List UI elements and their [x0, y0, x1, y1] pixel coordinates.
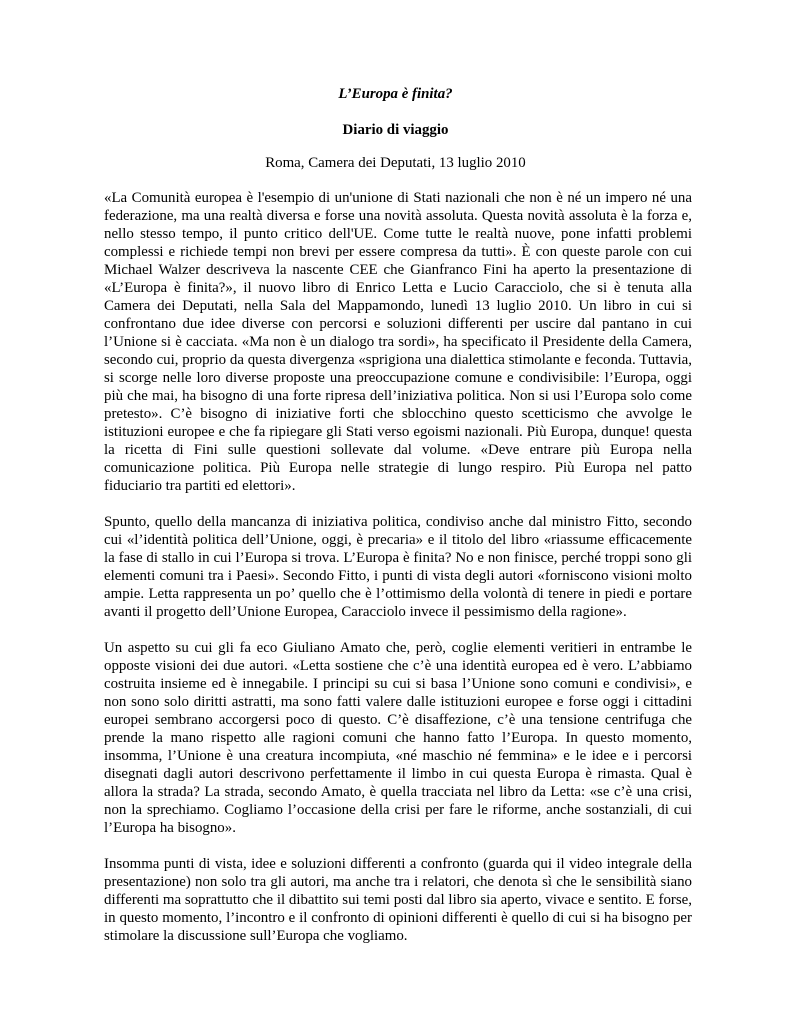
- document-dateline: Roma, Camera dei Deputati, 13 luglio 2010: [265, 155, 526, 171]
- paragraph-3: Un aspetto su cui gli fa eco Giuliano Amato che, però, coglie elementi veritieri in entrambe le opposte visioni dei due autori. «Letta sostiene che c’è una identità europea ed è vero. L’abbiamo costruita insieme ed è innegabile. I principi su cui si basa l’Unione sono comuni e condivisi», e non sono solo diritti astratti, ma sono fatti valere dalle istituzioni europee e forse oggi i cittadini europei sembrano accorgersi poco di questo. C’è disaffezione, c’è una tensione centrifuga che prende la mano rispetto alle ragioni comuni che hanno fatto l’Europa. In questo momento, insomma, l’Unione è una creatura incompiuta, «né maschio né femmina» e le idee e i percorsi disegnati dagli autori descrivono perfettamente il limbo in cui questa Europa è rimasta. Qual è allora la strada? La strada, secondo Amato, è quella tracciata nel libro da Letta: «se c’è una crisi, non la sprechiamo. Cogliamo l’occasione della crisi per fare le riforme, anche sostanziali, di cui l’Europa ha bisogno».: [104, 640, 692, 836]
- paragraph-4: Insomma punti di vista, idee e soluzioni differenti a confronto (guarda qui il video integrale della presentazione) non solo tra gli autori, ma anche tra i relatori, che denota sì che le sensibilità siano differenti ma soprattutto che il dibattito sui temi posti dal libro sia aperto, vivace e sentito. E forse, in questo momento, l’incontro e il confronto di opinioni differenti è quello di cui si ha bisogno per stimolare la discussione sull’Europa che vogliamo.: [104, 856, 692, 944]
- document-body: [104, 189, 692, 945]
- document-subtitle: Diario di viaggio: [342, 122, 449, 138]
- paragraph-1: «La Comunità europea è l'esempio di un'unione di Stati nazionali che non è né un impero né una federazione, ma una realtà diversa e forse una novità assoluta. Questa novità assoluta è la forza e, nello stesso tempo, il punto critico dell'UE. Come tutte le realtà nuove, pone infatti problemi complessi e richiede tempi non brevi per essere compresa da tutti». È con queste parole con cui Michael Walzer descriveva la nascente CEE che Gianfranco Fini ha aperto la presentazione di «L’Europa è finita?», il nuovo libro di Enrico Letta e Lucio Caracciolo, che si è tenuta alla Camera dei Deputati, nella Sala del Mappamondo, lunedì 13 luglio 2010. Un libro in cui si confrontano due idee diverse con percorsi e soluzioni differenti per uscire dal pantano in cui l’Unione si è cacciata. «Ma non è un dialogo tra sordi», ha specificato il Presidente della Camera, secondo cui, proprio da questa divergenza «sprigiona una dialettica stimolante e feconda. Tuttavia, si scorge nelle loro diverse proposte una preoccupazione comune e condivisibile: l’Europa, oggi più che mai, ha bisogno di una forte ripresa dell’iniziativa politica. Non si usi l’Europa solo come pretesto». C’è bisogno di iniziative forti che sblocchino questo scetticismo che avvolge le istituzioni europee e che fa ripiegare gli Stati verso egoismi nazionali. Più Europa, dunque! questa la ricetta di Fini sulle questioni sollevate dal volume. «Deve entrare più Europa nella comunicazione politica. Più Europa nelle strategie di lungo respiro. Più Europa nel patto fiduciario tra partiti ed elettori».: [104, 190, 692, 494]
- document-title: L’Europa è finita?: [338, 86, 453, 102]
- paragraph-2: Spunto, quello della mancanza di iniziativa politica, condiviso anche dal ministro Fitto, secondo cui «l’identità politica dell’Unione, oggi, è precaria» e il titolo del libro «riassume efficacemente la fase di stallo in cui l’Europa si trova. L’Europa è finita? No e non finisce, perché troppi sono gli elementi comuni tra i Paesi». Secondo Fitto, i punti di vista degli autori «forniscono visioni molto ampie. Letta rappresenta un po’ quello che è l’ottimismo della volontà di tenere in piedi e portare avanti il progetto dell’Unione Europea, Caracciolo invece il pessimismo della ragione».: [104, 514, 692, 620]
